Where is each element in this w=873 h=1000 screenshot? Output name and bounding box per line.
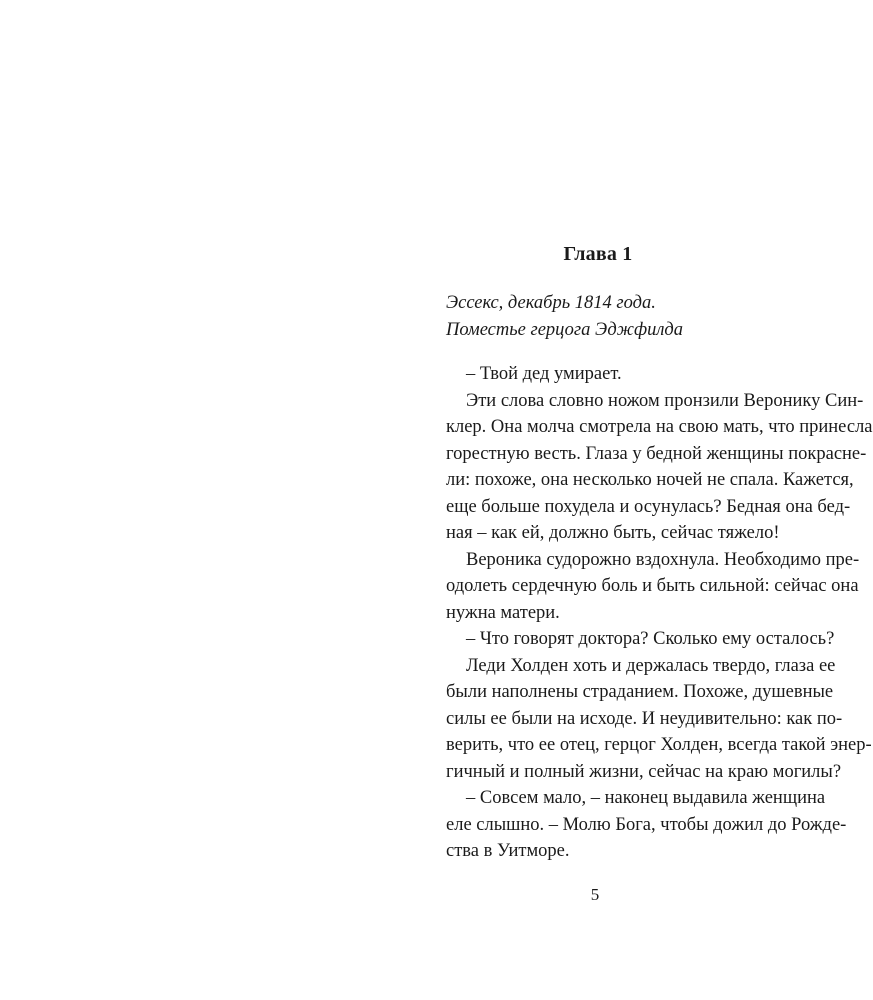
page-number: 5 <box>590 885 600 904</box>
text-line: одолеть сердечную боль и быть сильной: сейчас она <box>446 576 859 596</box>
text-line: Леди Холден хоть и держалась твердо, глаза ее <box>466 655 836 676</box>
epigraph-estate: Поместье герцога Эджфилда <box>446 320 684 340</box>
text-line: силы ее были на исходе. И неудивительно: как по- <box>446 708 843 729</box>
text-line: гичный и полный жизни, сейчас на краю могилы? <box>446 761 842 782</box>
text-line: – Твой дед умирает. <box>466 364 622 384</box>
text-line: – Что говорят доктора? Сколько ему осталось? <box>466 629 835 649</box>
text-line: горестную весть. Глаза у бедной женщины покрасне- <box>446 443 867 464</box>
text-line: – Совсем мало, – наконец выдавила женщина <box>466 788 826 808</box>
text-line: клер. Она молча смотрела на свою мать, что принесла <box>446 417 873 437</box>
text-line: нужна матери. <box>446 602 560 623</box>
chapter-title: Глава 1 <box>563 243 633 265</box>
text-line: Вероника судорожно вздохнула. Необходимо пре- <box>466 549 860 570</box>
text-line: ли: похоже, она несколько ночей не спала. Кажется, <box>446 470 854 490</box>
text-line: ная – как ей, должно быть, сейчас тяжело! <box>446 523 780 543</box>
text-line: еле слышно. – Молю Бога, чтобы дожил до Рожде- <box>446 814 847 835</box>
text-line: Эти слова словно ножом пронзили Веронику Син- <box>466 390 864 411</box>
text-line: верить, что ее отец, герцог Холден, всегда такой энер- <box>446 735 872 755</box>
chapter-text <box>446 361 873 865</box>
epigraph-place-date: Эссекс, декабрь 1814 года. <box>446 293 656 313</box>
text-line: еще больше похудела и осунулась? Бедная она бед- <box>446 496 851 517</box>
text-line: были наполнены страданием. Похоже, душевные <box>446 682 834 702</box>
epigraph <box>446 290 756 344</box>
text-line: ства в Уитморе. <box>446 841 570 861</box>
